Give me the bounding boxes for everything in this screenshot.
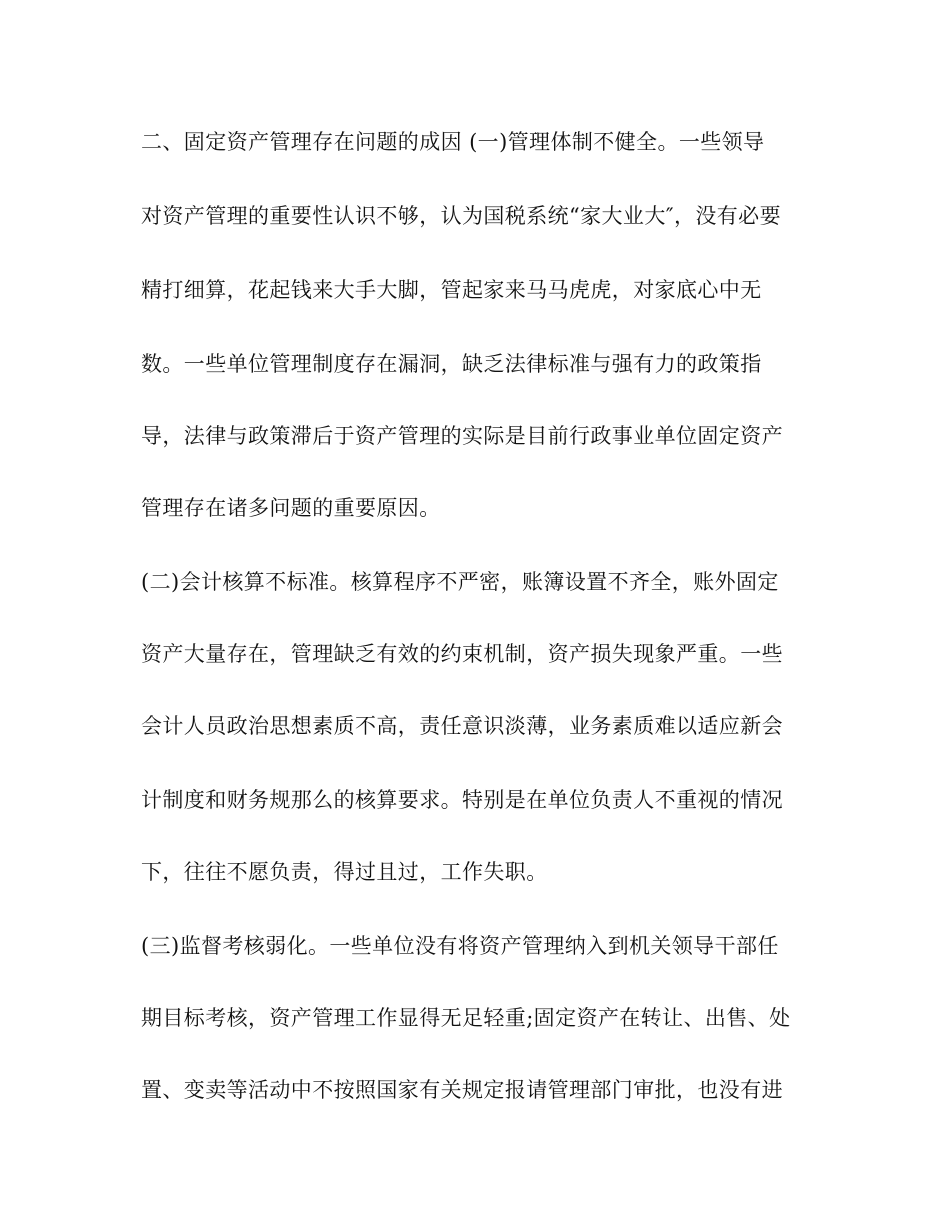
text-line: 置、变卖等活动中不按照国家有关规定报请管理部门审批，也没有进 [141, 1078, 783, 1102]
text-line: 计制度和财务规那么的核算要求。特别是在单位负责人不重视的情况 [141, 788, 783, 812]
text-line: 管理存在诸多问题的重要原因。 [141, 496, 441, 520]
text-line: 精打细算，花起钱来大手大脚，管起家来马马虎虎，对家底心中无 [141, 278, 762, 302]
text-line: 期目标考核，资产管理工作显得无足轻重;固定资产在转让、出售、处 [141, 1006, 791, 1030]
text-line: 下，往往不愿负责，得过且过，工作失职。 [141, 860, 548, 884]
text-line: 会计人员政治思想素质不高，责任意识淡薄，业务素质难以适应新会 [141, 714, 783, 738]
text-line: 资产大量存在，管理缺乏有效的约束机制，资产损失现象严重。一些 [141, 642, 783, 666]
text-line: 导，法律与政策滞后于资产管理的实际是目前行政事业单位固定资产 [141, 424, 783, 448]
text-line: (三)监督考核弱化。一些单位没有将资产管理纳入到机关领导干部任 [141, 934, 779, 958]
text-line: (二)会计核算不标准。核算程序不严密，账簿设置不齐全，账外固定 [141, 570, 779, 594]
text-line: 对资产管理的重要性认识不够，认为国税系统“家大业大″，没有必要 [141, 204, 781, 228]
text-line: 二、固定资产管理存在问题的成因 (一)管理体制不健全。一些领导 [141, 130, 765, 154]
text-line: 数。一些单位管理制度存在漏洞，缺乏法律标准与强有力的政策指 [141, 352, 762, 376]
